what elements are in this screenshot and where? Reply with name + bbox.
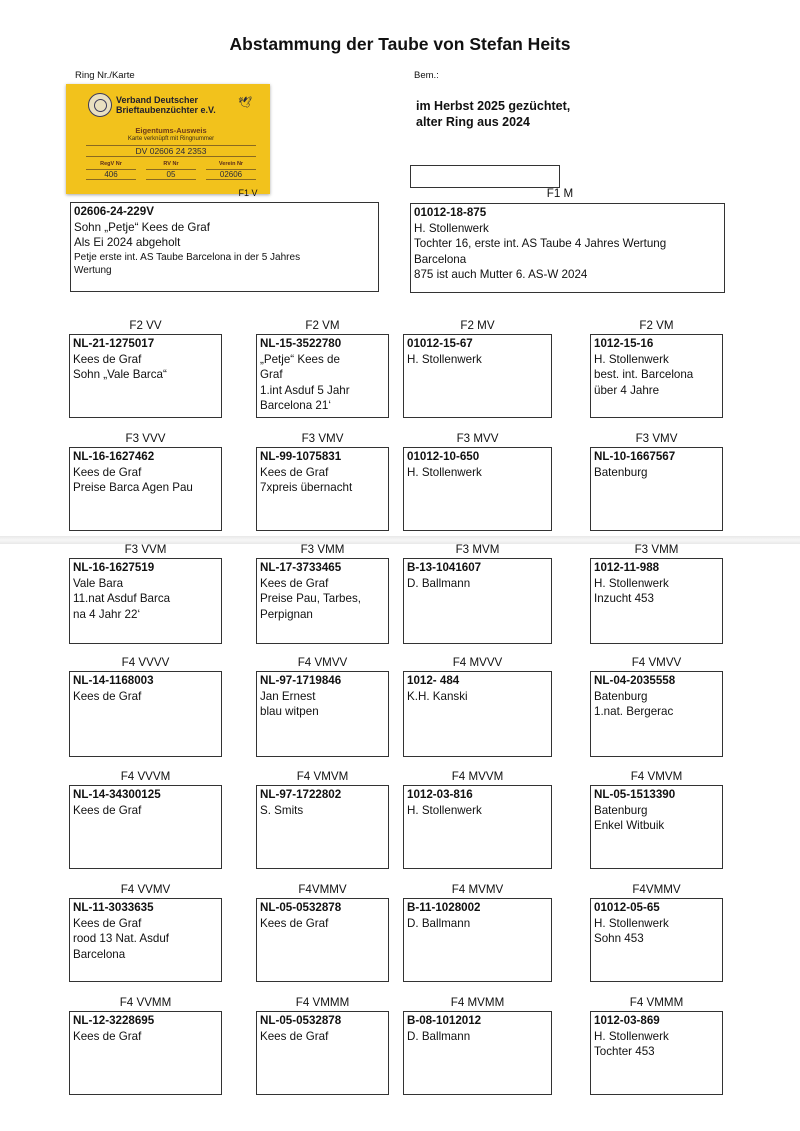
pedigree-text: rood 13 Nat. Asduf — [73, 932, 170, 945]
pedigree-label: F4 MVMV — [451, 883, 504, 896]
pedigree-text: H. Stollenwerk — [594, 352, 669, 366]
pedigree-text: Kees de Graf — [260, 1029, 329, 1043]
f1m-label: F1 M — [546, 187, 574, 200]
ring-number: 1012-15-16 — [594, 337, 654, 350]
pedigree-text: H. Stollenwerk — [594, 576, 669, 590]
pedigree-box — [403, 334, 552, 418]
pedigree-label: F3 VVV — [125, 432, 166, 445]
ring-number: NL-10-1667567 — [594, 450, 676, 463]
pedigree-label: F4 VMVM — [296, 770, 349, 783]
pedigree-text: K.H. Kanski — [407, 689, 468, 703]
pedigree-text: Kees de Graf — [260, 576, 329, 590]
pedigree-text: Kees de Graf — [260, 465, 329, 479]
pedigree-box — [256, 334, 389, 418]
pedigree-text: blau witpen — [260, 705, 319, 718]
pedigree-box-f1v: 02606-24-229V Sohn „Petje“ Kees de Graf Als Ei 2024 abgeholt Petje erste int. AS Taube Barcelona in der 5 Jahres Wertung — [70, 202, 379, 292]
ring-number: 1012-03-816 — [407, 788, 473, 801]
ring-number: NL-05-0532878 — [260, 1014, 342, 1027]
pedigree-label: F2 VV — [129, 319, 162, 332]
pedigree-box — [69, 558, 222, 644]
bem-label: Bem.: — [414, 70, 439, 81]
pedigree-box — [403, 785, 552, 869]
ring-number: NL-12-3228695 — [73, 1014, 155, 1027]
pedigree-text: Preise Pau, Tarbes, — [260, 592, 361, 605]
ring-number: NL-11-3033635 — [73, 901, 154, 914]
card-org: Verband Deutscher Brieftaubenzüchter e.V. — [116, 95, 216, 115]
ring-number: NL-14-34300125 — [73, 788, 161, 801]
pedigree-box — [590, 558, 723, 644]
ring-number: 1012-11-988 — [594, 561, 660, 574]
pedigree-box — [69, 898, 222, 982]
pedigree-label: F4 VVVV — [121, 656, 170, 669]
pedigree-text: Kees de Graf — [73, 803, 142, 817]
pedigree-box — [403, 671, 552, 757]
ring-number: NL-16-1627462 — [73, 450, 155, 463]
pedigree-text: H. Stollenwerk — [594, 916, 669, 930]
ring-number: NL-21-1275017 — [73, 337, 155, 350]
pedigree-text: Batenburg — [594, 465, 648, 479]
ring-number: NL-99-1075831 — [260, 450, 342, 463]
pedigree-box — [403, 447, 552, 531]
pedigree-text: Batenburg — [594, 689, 648, 703]
pedigree-label: F3 VMV — [301, 432, 344, 445]
pedigree-text: Inzucht 453 — [594, 592, 654, 605]
pedigree-text: D. Ballmann — [407, 576, 471, 590]
pedigree-label: F2 MV — [460, 319, 495, 332]
pedigree-text: Barcelona 21‘ — [260, 399, 331, 412]
pedigree-label: F4 VVMM — [119, 996, 172, 1009]
pedigree-text: 7xpreis übernacht — [260, 481, 353, 494]
pedigree-box — [403, 898, 552, 982]
card-table: RegV Nr 406 RV Nr 05 Verein Nr 02606 — [86, 161, 256, 180]
pedigree-label: F3 VVM — [124, 543, 167, 556]
pedigree-text: Batenburg — [594, 803, 648, 817]
pedigree-box — [256, 785, 389, 869]
pedigree-text: na 4 Jahr 22‘ — [73, 607, 141, 621]
pedigree-text: H. Stollenwerk — [594, 1029, 669, 1043]
pedigree-label: F3 VMV — [635, 432, 678, 445]
ring-number: 01012-10-650 — [407, 450, 480, 463]
pedigree-text: Sohn 453 — [594, 932, 644, 945]
ring-number: 01012-05-65 — [594, 901, 660, 914]
pedigree-label: F3 VMM — [300, 543, 345, 556]
pedigree-box — [403, 558, 552, 644]
ring-number: 1012-03-869 — [594, 1014, 660, 1027]
pedigree-text: D. Ballmann — [407, 916, 471, 930]
pedigree-text: Enkel Witbuik — [594, 819, 665, 832]
pedigree-text: Kees de Graf — [73, 689, 142, 703]
pedigree-box — [256, 558, 389, 644]
pedigree-text: Kees de Graf — [73, 1029, 142, 1043]
pedigree-box — [69, 671, 222, 757]
ring-number: B-13-1041607 — [407, 561, 482, 574]
pedigree-text: über 4 Jahre — [594, 383, 660, 397]
pedigree-box — [69, 785, 222, 869]
pedigree-box — [256, 898, 389, 982]
pedigree-label: F3 MVM — [455, 543, 500, 556]
pedigree-text: Kees de Graf — [73, 352, 142, 366]
pedigree-label: F4 MVVM — [451, 770, 504, 783]
pedigree-box — [69, 334, 222, 418]
card-ring-number: DV 02606 24 2353 — [86, 145, 256, 157]
ring-number: NL-97-1722802 — [260, 788, 342, 801]
ring-number: 1012- 484 — [407, 674, 460, 687]
pedigree-label: F4 VMMM — [629, 996, 684, 1009]
pedigree-box — [403, 1011, 552, 1095]
pedigree-text: 1.int Asduf 5 Jahr — [260, 383, 350, 397]
ring-label: Ring Nr./Karte — [75, 70, 135, 81]
pedigree-text: 11.nat Asduf Barca — [73, 592, 171, 605]
pedigree-text: 1.nat. Bergerac — [594, 705, 674, 718]
pedigree-label: F4VMMV — [632, 883, 681, 896]
pedigree-label: F4 VMVV — [297, 656, 348, 669]
card-heading: Eigentums-Ausweis Karte verknüpft mit Ringnummer — [127, 126, 215, 142]
ring-number: B-11-1028002 — [407, 901, 481, 914]
pedigree-text: Kees de Graf — [260, 916, 329, 930]
pedigree-box — [590, 785, 723, 869]
pedigree-text: Kees de Graf — [73, 916, 142, 930]
ring-number: NL-15-3522780 — [260, 337, 342, 350]
ring-number: NL-16-1627519 — [73, 561, 155, 574]
ring-number: NL-04-2035558 — [594, 674, 676, 687]
pedigree-label: F4 VVVM — [120, 770, 171, 783]
pedigree-label: F4 MVMM — [450, 996, 505, 1009]
pedigree-text: D. Ballmann — [407, 1029, 471, 1043]
ring-number: B-08-1012012 — [407, 1014, 482, 1027]
ring-number: NL-97-1719846 — [260, 674, 342, 687]
ring-number: NL-14-1168003 — [73, 674, 154, 687]
pedigree-text: H. Stollenwerk — [407, 803, 482, 817]
pedigree-box — [256, 1011, 389, 1095]
pedigree-text: Barcelona — [73, 947, 126, 961]
pedigree-text: H. Stollenwerk — [407, 465, 482, 479]
ownership-card — [66, 84, 270, 194]
pedigree-text: best. int. Barcelona — [594, 368, 694, 381]
pedigree-text: „Petje“ Kees de — [260, 352, 340, 366]
pedigree-label: F3 MVV — [456, 432, 499, 445]
pedigree-box — [590, 334, 723, 418]
ring-number: NL-05-1513390 — [594, 788, 676, 801]
ring-number: NL-05-0532878 — [260, 901, 342, 914]
pedigree-text: Kees de Graf — [73, 465, 142, 479]
vdb-logo-icon — [88, 93, 112, 117]
pedigree-box — [590, 671, 723, 757]
pedigree-text: Graf — [260, 368, 283, 381]
pedigree-text: S. Smits — [260, 803, 304, 817]
ring-number: 01012-15-67 — [407, 337, 473, 350]
pedigree-label: F4 VMVV — [631, 656, 682, 669]
pedigree-box — [69, 1011, 222, 1095]
f1v-label: F1 V — [238, 188, 258, 198]
pedigree-text: Preise Barca Agen Pau — [73, 481, 193, 494]
pedigree-text: Vale Bara — [73, 576, 124, 590]
pedigree-box — [590, 1011, 723, 1095]
pedigree-text: Perpignan — [260, 607, 313, 621]
page-title: Abstammung der Taube von Stefan Heits — [229, 34, 571, 54]
bem-text: im Herbst 2025 gezüchtet, alter Ring aus 2024 — [416, 99, 571, 129]
pedigree-label: F4 VMMM — [295, 996, 350, 1009]
pedigree-text: Jan Ernest — [260, 689, 316, 703]
pedigree-text: Sohn „Vale Barca“ — [73, 368, 167, 381]
pedigree-text: H. Stollenwerk — [407, 352, 482, 366]
pedigree-box — [590, 898, 723, 982]
pedigree-label: F2 VM — [305, 319, 340, 332]
pedigree-label: F4 MVVV — [452, 656, 503, 669]
pedigree-box — [590, 447, 723, 531]
pedigree-label: F4VMMV — [298, 883, 347, 896]
pedigree-label: F2 VM — [639, 319, 674, 332]
ring-number: NL-17-3733465 — [260, 561, 342, 574]
pedigree-box-f1m: 01012-18-875 H. Stollenwerk Tochter 16, erste int. AS Taube 4 Jahres Wertung Barcelona 875 ist auch Mutter 6. AS-W 2024 — [410, 203, 725, 293]
pedigree-box — [256, 447, 389, 531]
pedigree-label: F4 VMVM — [630, 770, 683, 783]
pedigree-box — [256, 671, 389, 757]
pedigree-label: F3 VMM — [634, 543, 679, 556]
pedigree-label: F4 VVMV — [120, 883, 171, 896]
empty-field-box — [410, 165, 560, 188]
pigeon-icon: 🕊 — [238, 97, 252, 109]
pedigree-text: Tochter 453 — [594, 1045, 655, 1058]
pedigree-box — [69, 447, 222, 531]
